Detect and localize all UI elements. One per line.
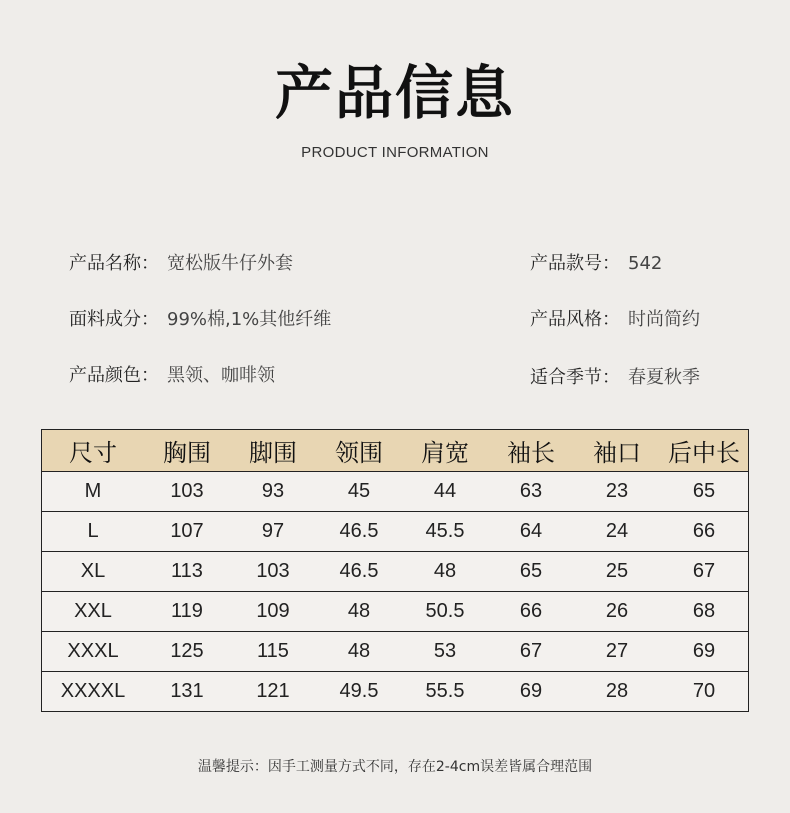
size-table-header bbox=[42, 430, 748, 471]
info-label: 产品颜色： bbox=[69, 365, 159, 386]
column-header: 尺寸 bbox=[42, 430, 144, 471]
column-header: 后中长 bbox=[660, 430, 748, 471]
table-cell: 63 bbox=[488, 471, 574, 511]
table-cell: XXL bbox=[42, 591, 144, 631]
table-cell: 55.5 bbox=[425, 679, 465, 702]
table-cell: 66 bbox=[488, 591, 574, 631]
table-cell: 119 bbox=[144, 591, 230, 631]
info-label: 产品风格： bbox=[530, 309, 620, 330]
table-cell: 46.5 bbox=[316, 551, 402, 591]
table-cell: 103 bbox=[230, 551, 316, 591]
table-cell: 69 bbox=[660, 631, 748, 671]
info-value: 宽松版牛仔外套 bbox=[167, 253, 293, 274]
table-cell: 109 bbox=[230, 591, 316, 631]
table-cell: XL bbox=[42, 551, 144, 591]
table-cell: XXXXL bbox=[60, 679, 126, 702]
table-cell: 113 bbox=[144, 551, 230, 591]
table-cell: 64 bbox=[488, 511, 574, 551]
table-cell: 107 bbox=[144, 511, 230, 551]
column-header: 胸围 bbox=[144, 430, 230, 471]
info-value: 542 bbox=[628, 253, 663, 274]
table-cell: 66 bbox=[660, 511, 748, 551]
table-cell: M bbox=[42, 471, 144, 511]
info-value: 黑领、咖啡领 bbox=[167, 365, 275, 386]
table-cell: 44 bbox=[402, 471, 488, 511]
table-cell: 103 bbox=[144, 471, 230, 511]
table-cell: 50.5 bbox=[402, 591, 488, 631]
column-header: 肩宽 bbox=[402, 430, 488, 471]
size-table bbox=[41, 429, 749, 712]
table-cell: 26 bbox=[574, 591, 660, 631]
column-header: 袖长 bbox=[488, 430, 574, 471]
info-color bbox=[69, 364, 275, 388]
table-row bbox=[42, 671, 748, 711]
measurement-tip: 温馨提示：因手工测量方式不同，存在2-4cm误差皆属合理范围 bbox=[197, 759, 593, 775]
table-cell: 115 bbox=[230, 631, 316, 671]
info-label: 适合季节： bbox=[530, 367, 620, 388]
info-product-name bbox=[69, 252, 293, 276]
table-cell: 121 bbox=[256, 679, 290, 702]
table-cell: 25 bbox=[574, 551, 660, 591]
table-cell: 28 bbox=[605, 679, 629, 702]
info-label: 面料成分： bbox=[69, 309, 159, 330]
table-cell: L bbox=[42, 511, 144, 551]
table-cell: 67 bbox=[488, 631, 574, 671]
table-cell: 53 bbox=[402, 631, 488, 671]
info-value: 99%棉,1%其他纤维 bbox=[167, 309, 332, 330]
table-cell: XXXL bbox=[42, 631, 144, 671]
table-cell: 27 bbox=[574, 631, 660, 671]
table-cell: 49.5 bbox=[339, 679, 379, 702]
table-row bbox=[42, 591, 748, 631]
column-header: 脚围 bbox=[230, 430, 316, 471]
table-cell: 65 bbox=[660, 471, 748, 511]
table-cell: 24 bbox=[574, 511, 660, 551]
page-title: 产品信息 bbox=[274, 59, 515, 127]
table-cell: 46.5 bbox=[316, 511, 402, 551]
info-style-number bbox=[530, 252, 662, 276]
table-cell: 45.5 bbox=[402, 511, 488, 551]
table-cell: 48 bbox=[316, 591, 402, 631]
table-cell: 69 bbox=[519, 679, 543, 702]
table-row bbox=[42, 551, 748, 591]
table-cell: 67 bbox=[660, 551, 748, 591]
info-style bbox=[530, 308, 700, 332]
column-header: 袖口 bbox=[574, 430, 660, 471]
table-row bbox=[42, 631, 748, 671]
info-fabric bbox=[69, 308, 331, 332]
table-cell: 125 bbox=[144, 631, 230, 671]
info-label: 产品名称： bbox=[69, 253, 159, 274]
table-cell: 45 bbox=[316, 471, 402, 511]
table-cell: 70 bbox=[692, 679, 716, 702]
table-cell: 93 bbox=[230, 471, 316, 511]
table-row bbox=[42, 511, 748, 551]
column-header: 领围 bbox=[316, 430, 402, 471]
table-cell: 68 bbox=[660, 591, 748, 631]
info-label: 产品款号： bbox=[530, 253, 620, 274]
page-subtitle: PRODUCT INFORMATION bbox=[301, 144, 489, 161]
table-cell: 97 bbox=[230, 511, 316, 551]
info-value: 春夏秋季 bbox=[628, 367, 700, 388]
table-cell: 131 bbox=[170, 679, 204, 702]
table-cell: 65 bbox=[488, 551, 574, 591]
table-cell: 48 bbox=[316, 631, 402, 671]
info-value: 时尚简约 bbox=[628, 309, 700, 330]
table-cell: 48 bbox=[402, 551, 488, 591]
table-cell: 23 bbox=[574, 471, 660, 511]
info-season bbox=[530, 366, 700, 390]
table-row bbox=[42, 471, 748, 511]
